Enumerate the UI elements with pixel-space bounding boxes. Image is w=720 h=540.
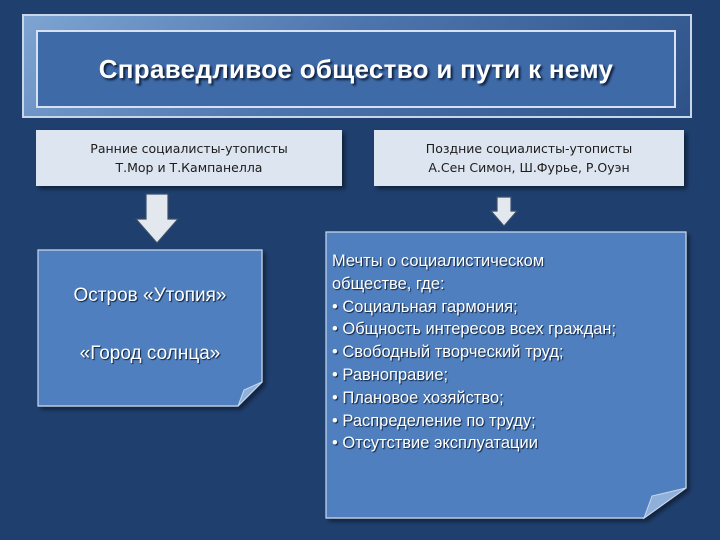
late-utopians-names: А.Сен Симон, Ш.Фурье, Р.Оуэн [428,160,630,175]
note-line: обществе, где: [332,274,445,293]
note-bullet: • Плановое хозяйство; [332,388,504,407]
note-line: Мечты о социалистическом [332,252,545,270]
late-utopians-label: Поздние социалисты-утописты [425,141,633,156]
note-bullet: • Распределение по труду; [332,411,536,430]
note-bullet: • Общность интересов всех граждан; [332,320,617,339]
left-note [38,250,262,406]
socialist-society-description [332,250,688,455]
utopia-work-label: Остров «Утопия» [73,285,227,306]
slide-title: Справедливое общество и пути к нему [98,53,614,84]
note-bullet: • Социальная гармония; [332,297,518,316]
note-bullet: • Свободный творческий труд; [332,343,564,362]
early-utopians-label: Ранние социалисты-утописты [90,141,288,156]
note-bullet: • Отсутствие эксплуатации [332,434,538,453]
note-bullet: • Равноправие; [332,365,449,384]
city-of-sun-work-label: «Город солнца» [79,343,221,364]
early-utopians-names: Т.Мор и Т.Кампанелла [115,160,263,175]
